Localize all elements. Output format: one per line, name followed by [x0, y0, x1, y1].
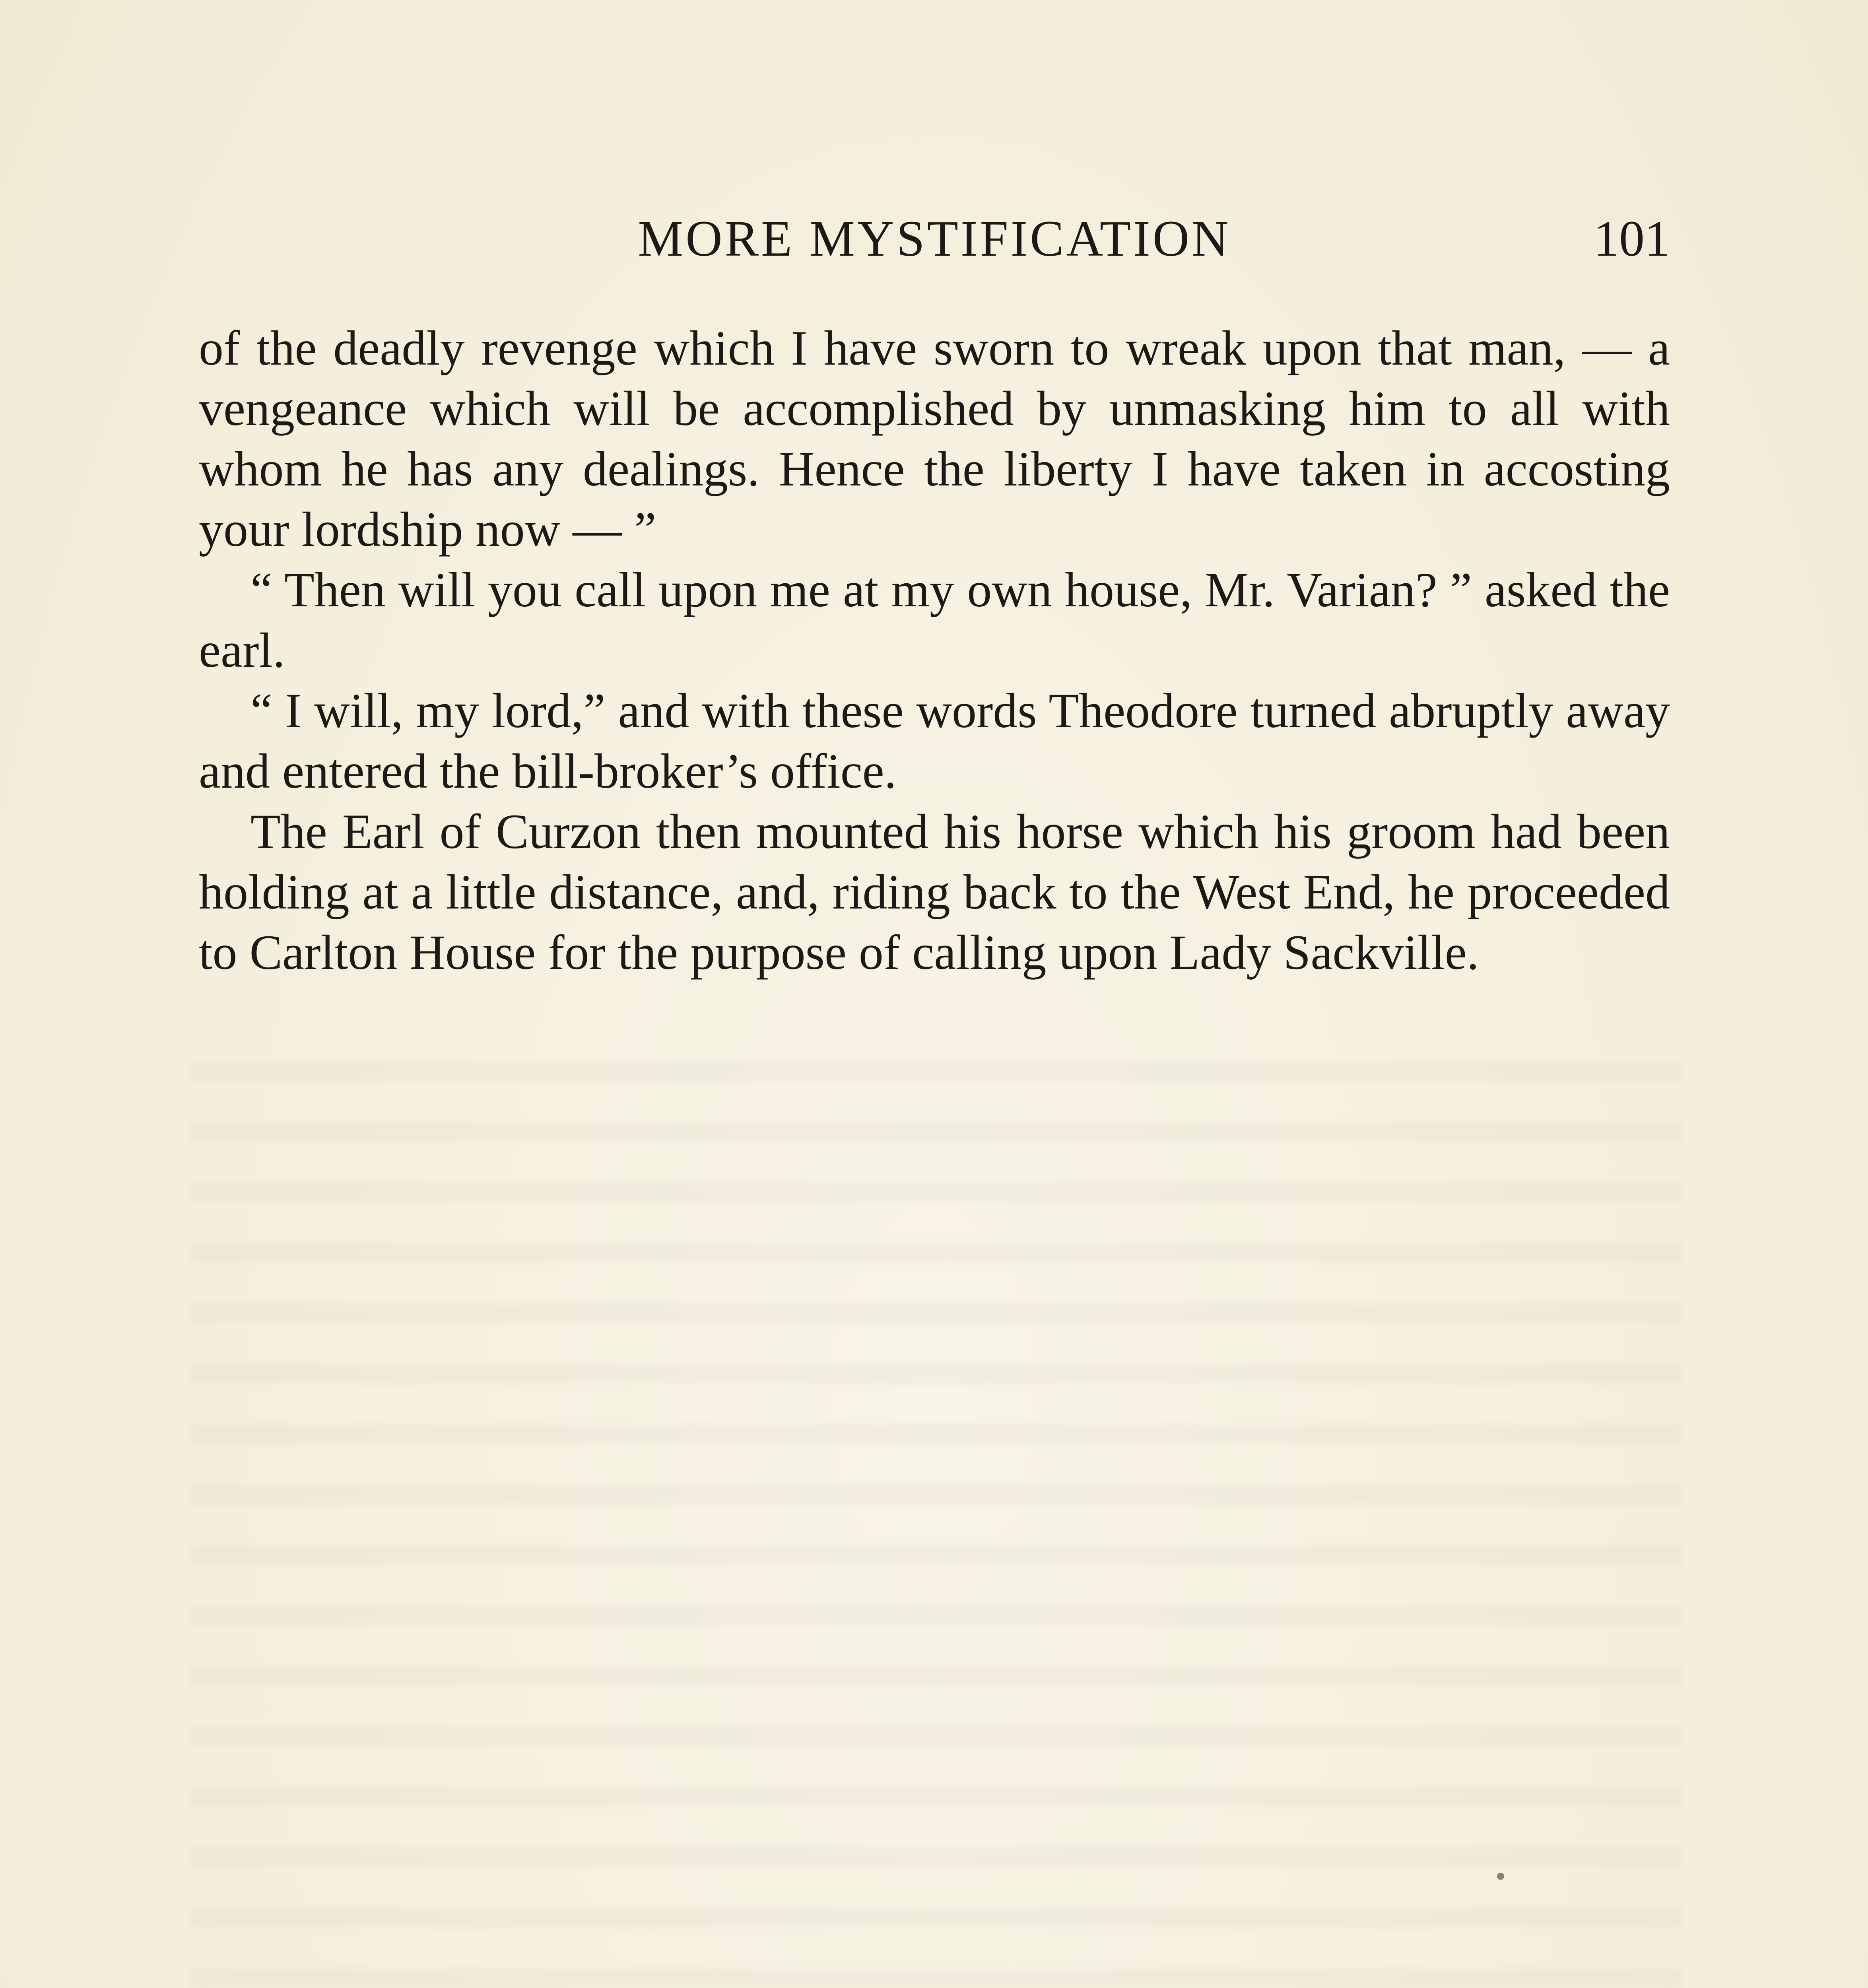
paragraph-2: “ Then will you call upon me at my own house, Mr. Varian? ” asked the earl.	[199, 563, 1670, 678]
running-head	[199, 207, 1670, 270]
paragraph-1: of the deadly revenge which I have sworn to wreak upon that man, — a vengeance which will be accomplished by unmasking him to all with whom he has any dealings. Hence the liberty I have taken in accosting your lordship now — ”	[199, 321, 1670, 557]
running-title: MORE MYSTIFICATION	[638, 210, 1231, 267]
paragraph-3: “ I will, my lord,” and with these words Theodore turned abruptly away and entered the bill-broker’s office.	[199, 683, 1670, 798]
speck-mark	[1497, 1873, 1504, 1880]
body-text	[199, 318, 1670, 983]
paragraph-4: The Earl of Curzon then mounted his horse which his groom had been holding at a little distance, and, riding back to the West End, he proceeded to Carlton House for the purpose of calling upon Lady Sackville.	[199, 804, 1670, 980]
show-through-texture	[191, 1034, 1682, 1988]
page-number: 101	[1594, 210, 1670, 267]
